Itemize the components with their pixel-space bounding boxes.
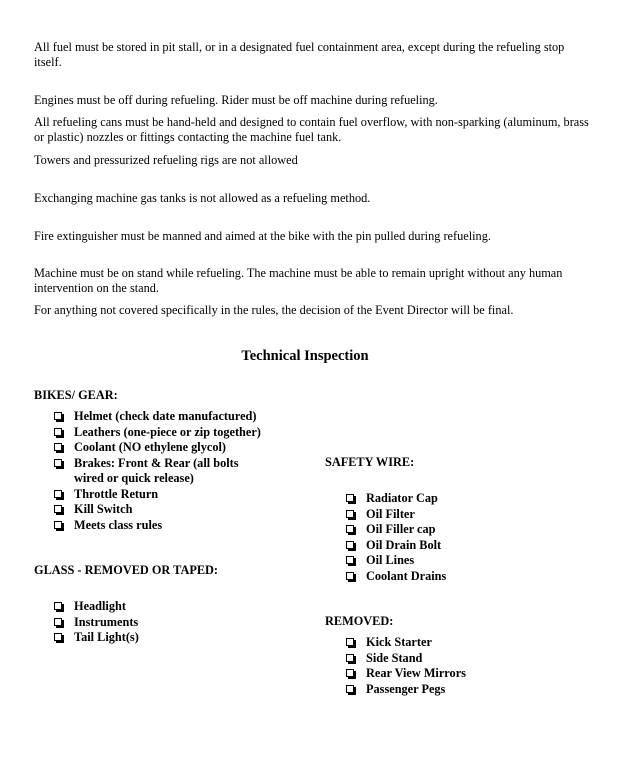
- checkbox-icon[interactable]: [54, 618, 62, 626]
- checklist-item: Leathers (one-piece or zip together): [54, 425, 294, 441]
- checklist-item: Coolant (NO ethylene glycol): [54, 440, 294, 456]
- rule-engines-off: Engines must be off during refueling. Rider must be off machine during refueling.: [34, 93, 438, 107]
- checkbox-icon[interactable]: [54, 490, 62, 498]
- checklist-item: Tail Light(s): [54, 630, 274, 646]
- checklist-item: Brakes: Front & Rear (all bolts wired or quick release): [54, 456, 264, 487]
- checkbox-icon[interactable]: [346, 556, 354, 564]
- checklist-item: Kill Switch: [54, 502, 294, 518]
- removed-list: [346, 635, 566, 697]
- checkbox-icon[interactable]: [346, 638, 354, 646]
- glass-list: [54, 599, 274, 646]
- rule-refueling-cans: All refueling cans must be hand-held and designed to contain fuel overflow, with non-sparking (aluminum, brass or plastic) nozzles or fittings contacting the machine fuel tank.: [34, 115, 589, 144]
- checklist-item: Radiator Cap: [346, 491, 566, 507]
- rule-gas-tanks: Exchanging machine gas tanks is not allowed as a refueling method.: [34, 191, 371, 205]
- checkbox-icon[interactable]: [346, 494, 354, 502]
- checkbox-icon[interactable]: [346, 572, 354, 580]
- checklist-item: Kick Starter: [346, 635, 566, 651]
- checkbox-icon[interactable]: [346, 685, 354, 693]
- checklist-item: Helmet (check date manufactured): [54, 409, 294, 425]
- checklist-item: Instruments: [54, 615, 274, 631]
- rule-fire-extinguisher: Fire extinguisher must be manned and aimed at the bike with the pin pulled during refueling.: [34, 229, 491, 243]
- checkbox-icon[interactable]: [346, 510, 354, 518]
- checkbox-icon[interactable]: [54, 412, 62, 420]
- checkbox-icon[interactable]: [54, 459, 62, 467]
- checkbox-icon[interactable]: [346, 525, 354, 533]
- rule-towers: Towers and pressurized refueling rigs are not allowed: [34, 153, 298, 167]
- checkbox-icon[interactable]: [346, 541, 354, 549]
- checklist-item: Meets class rules: [54, 518, 294, 534]
- bikes-gear-list: [54, 409, 294, 533]
- checkbox-icon[interactable]: [346, 654, 354, 662]
- checkbox-icon[interactable]: [54, 633, 62, 641]
- checklist-item: Oil Lines: [346, 553, 566, 569]
- rule-stand: Machine must be on stand while refueling. The machine must be able to remain upright without any human intervention on the stand.: [34, 266, 563, 295]
- rule-fuel-storage: All fuel must be stored in pit stall, or in a designated fuel containment area, except during the refueling stop itself.: [34, 40, 565, 69]
- checklist-item: Oil Filter: [346, 507, 566, 523]
- checkbox-icon[interactable]: [54, 505, 62, 513]
- checklist-item: Oil Drain Bolt: [346, 538, 566, 554]
- checklist-item: Oil Filler cap: [346, 522, 566, 538]
- bikes-gear-heading: BIKES/ GEAR:: [34, 388, 118, 402]
- checklist-item: Rear View Mirrors: [346, 666, 566, 682]
- checklist-item: Throttle Return: [54, 487, 294, 503]
- checkbox-icon[interactable]: [54, 602, 62, 610]
- checkbox-icon[interactable]: [54, 521, 62, 529]
- checklist-item: Headlight: [54, 599, 274, 615]
- removed-heading: REMOVED:: [325, 614, 394, 628]
- glass-heading: GLASS - REMOVED OR TAPED:: [34, 563, 219, 577]
- checkbox-icon[interactable]: [54, 443, 62, 451]
- checklist-item: Side Stand: [346, 651, 566, 667]
- checklist-item: Coolant Drains: [346, 569, 566, 585]
- page-title: Technical Inspection: [241, 348, 369, 364]
- checkbox-icon[interactable]: [54, 428, 62, 436]
- safety-wire-heading: SAFETY WIRE:: [325, 455, 415, 469]
- checklist-item: Passenger Pegs: [346, 682, 566, 698]
- checkbox-icon[interactable]: [346, 669, 354, 677]
- safety-wire-list: [346, 491, 566, 584]
- rule-event-director: For anything not covered specifically in the rules, the decision of the Event Director will be final.: [34, 303, 514, 317]
